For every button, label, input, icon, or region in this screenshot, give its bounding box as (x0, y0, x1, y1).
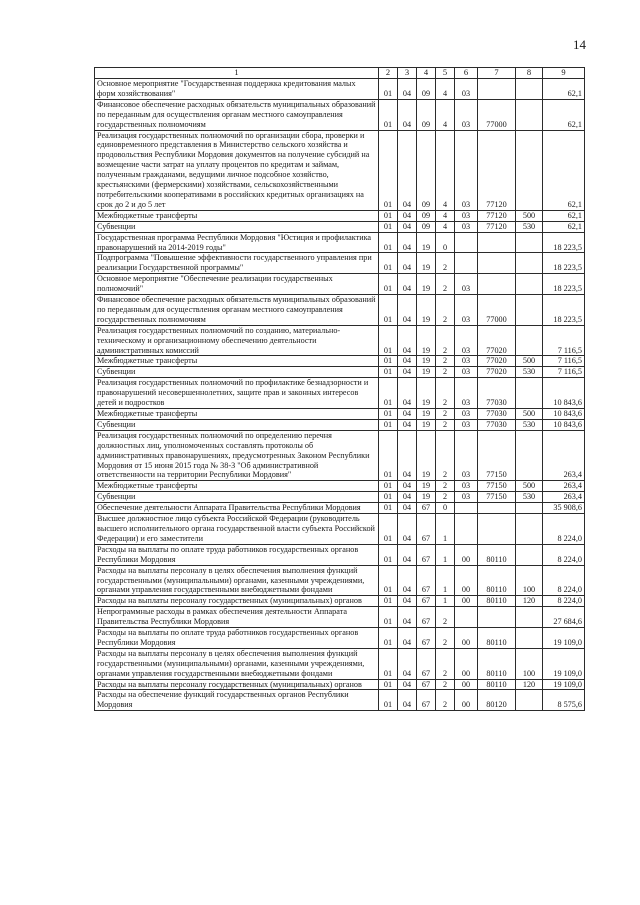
amount-cell: 19 109,0 (543, 679, 585, 690)
program-code-cell: 09 (417, 79, 436, 100)
expense-type-cell (516, 514, 543, 545)
subsection-code-cell: 04 (398, 607, 417, 628)
table-row (95, 295, 585, 326)
subprogram-code-cell: 2 (436, 628, 455, 649)
expense-type-cell (516, 628, 543, 649)
subsection-code-cell: 04 (398, 409, 417, 420)
subprogram-code-cell: 2 (436, 430, 455, 481)
expense-type-cell: 530 (516, 367, 543, 378)
section-code-cell: 01 (379, 79, 398, 100)
section-code-cell: 01 (379, 210, 398, 221)
event-code-cell: 03 (455, 295, 478, 326)
subprogram-code-cell: 2 (436, 419, 455, 430)
subprogram-code-cell: 0 (436, 503, 455, 514)
item-name-cell: Реализация государственных полномочий по организации сбора, проверки и единовременного представления в Министерство сельского хозяйства и продовольствия Республики Мордовия документов на получение субсидий на возмещение части затрат на уплату процентов по кредитам и займам, полученным гражданами, ведущими личное подсобное хозяйство, крестьянскими (фермерскими) хозяйствами, сельскохозяйственными потребительскими кооперативами в российских кредитных организациях на срок до 2 и до 5 лет (95, 130, 379, 210)
direction-code-cell: 80110 (478, 544, 516, 565)
event-code-cell (455, 503, 478, 514)
subsection-code-cell: 04 (398, 378, 417, 409)
subprogram-code-cell: 2 (436, 325, 455, 356)
event-code-cell: 03 (455, 419, 478, 430)
expense-type-cell: 530 (516, 419, 543, 430)
column-header: 9 (543, 68, 585, 79)
amount-cell: 18 223,5 (543, 232, 585, 253)
subsection-code-cell: 04 (398, 544, 417, 565)
amount-cell: 263,4 (543, 481, 585, 492)
program-code-cell: 67 (417, 648, 436, 679)
table-row (95, 628, 585, 649)
item-name-cell: Расходы на выплаты персоналу в целях обеспечения выполнения функций государственными (муниципальными) органами, казенными учреждениями, органами управления государственными внебюджетными фондами (95, 648, 379, 679)
direction-code-cell: 77150 (478, 481, 516, 492)
event-code-cell: 00 (455, 565, 478, 596)
amount-cell: 7 116,5 (543, 325, 585, 356)
table-row (95, 514, 585, 545)
item-name-cell: Основное мероприятие "Обеспечение реализации государственных полномочий" (95, 274, 379, 295)
direction-code-cell: 80110 (478, 596, 516, 607)
subprogram-code-cell: 4 (436, 99, 455, 130)
amount-cell: 8 224,0 (543, 544, 585, 565)
subsection-code-cell: 04 (398, 130, 417, 210)
program-code-cell: 19 (417, 367, 436, 378)
amount-cell: 263,4 (543, 430, 585, 481)
subsection-code-cell: 04 (398, 221, 417, 232)
table-row (95, 409, 585, 420)
section-code-cell: 01 (379, 514, 398, 545)
program-code-cell: 19 (417, 295, 436, 326)
table-row (95, 648, 585, 679)
event-code-cell: 03 (455, 367, 478, 378)
table-row (95, 596, 585, 607)
event-code-cell: 03 (455, 210, 478, 221)
subprogram-code-cell: 2 (436, 492, 455, 503)
section-code-cell: 01 (379, 253, 398, 274)
item-name-cell: Межбюджетные трансферты (95, 409, 379, 420)
item-name-cell: Расходы на выплаты по оплате труда работников государственных органов Республики Мордовия (95, 628, 379, 649)
event-code-cell: 03 (455, 79, 478, 100)
item-name-cell: Межбюджетные трансферты (95, 210, 379, 221)
expense-type-cell: 120 (516, 679, 543, 690)
event-code-cell (455, 607, 478, 628)
direction-code-cell: 80110 (478, 679, 516, 690)
event-code-cell: 00 (455, 628, 478, 649)
amount-cell: 18 223,5 (543, 295, 585, 326)
subsection-code-cell: 04 (398, 481, 417, 492)
column-header: 1 (95, 68, 379, 79)
subprogram-code-cell: 2 (436, 253, 455, 274)
direction-code-cell (478, 607, 516, 628)
table-row (95, 130, 585, 210)
section-code-cell: 01 (379, 274, 398, 295)
section-code-cell: 01 (379, 419, 398, 430)
direction-code-cell: 77120 (478, 210, 516, 221)
program-code-cell: 67 (417, 679, 436, 690)
column-header: 6 (455, 68, 478, 79)
event-code-cell: 03 (455, 221, 478, 232)
subprogram-code-cell: 4 (436, 79, 455, 100)
program-code-cell: 19 (417, 325, 436, 356)
item-name-cell: Основное мероприятие "Государственная поддержка кредитования малых форм хозяйствования" (95, 79, 379, 100)
item-name-cell: Финансовое обеспечение расходных обязательств муниципальных образований по переданным для осуществления органам местного самоуправления государственных полномочиям (95, 99, 379, 130)
subprogram-code-cell: 4 (436, 210, 455, 221)
program-code-cell: 19 (417, 232, 436, 253)
table-row (95, 607, 585, 628)
direction-code-cell: 77020 (478, 367, 516, 378)
subprogram-code-cell: 1 (436, 596, 455, 607)
table-row (95, 221, 585, 232)
subsection-code-cell: 04 (398, 503, 417, 514)
program-code-cell: 19 (417, 430, 436, 481)
amount-cell: 263,4 (543, 492, 585, 503)
item-name-cell: Финансовое обеспечение расходных обязательств муниципальных образований по переданным для осуществления органам местного самоуправления государственных полномочиям (95, 295, 379, 326)
event-code-cell: 03 (455, 274, 478, 295)
program-code-cell: 67 (417, 628, 436, 649)
amount-cell: 8 575,6 (543, 690, 585, 711)
item-name-cell: Расходы на обеспечение функций государственных органов Республики Мордовия (95, 690, 379, 711)
subsection-code-cell: 04 (398, 367, 417, 378)
expense-type-cell: 500 (516, 481, 543, 492)
table-row (95, 79, 585, 100)
table-row (95, 210, 585, 221)
program-code-cell: 19 (417, 378, 436, 409)
program-code-cell: 67 (417, 503, 436, 514)
section-code-cell: 01 (379, 295, 398, 326)
table-header-row (95, 68, 585, 79)
item-name-cell: Субвенции (95, 221, 379, 232)
expense-type-cell (516, 99, 543, 130)
item-name-cell: Расходы на выплаты персоналу в целях обеспечения выполнения функций государственными (муниципальными) органами, казенными учреждениями, органами управления государственными внебюджетными фондами (95, 565, 379, 596)
event-code-cell (455, 232, 478, 253)
amount-cell: 35 908,6 (543, 503, 585, 514)
subprogram-code-cell: 2 (436, 607, 455, 628)
table-row (95, 325, 585, 356)
section-code-cell: 01 (379, 409, 398, 420)
event-code-cell: 03 (455, 481, 478, 492)
expense-type-cell (516, 690, 543, 711)
item-name-cell: Субвенции (95, 419, 379, 430)
amount-cell: 8 224,0 (543, 596, 585, 607)
column-header: 8 (516, 68, 543, 79)
subsection-code-cell: 04 (398, 492, 417, 503)
budget-table (94, 67, 585, 711)
page-number: 14 (573, 37, 586, 52)
subsection-code-cell: 04 (398, 628, 417, 649)
event-code-cell: 00 (455, 679, 478, 690)
program-code-cell: 19 (417, 481, 436, 492)
direction-code-cell: 77000 (478, 295, 516, 326)
subsection-code-cell: 04 (398, 210, 417, 221)
amount-cell: 27 684,6 (543, 607, 585, 628)
section-code-cell: 01 (379, 430, 398, 481)
direction-code-cell: 77150 (478, 492, 516, 503)
table-row (95, 481, 585, 492)
event-code-cell: 00 (455, 596, 478, 607)
table-row (95, 430, 585, 481)
subsection-code-cell: 04 (398, 295, 417, 326)
subsection-code-cell: 04 (398, 679, 417, 690)
program-code-cell: 67 (417, 690, 436, 711)
program-code-cell: 09 (417, 210, 436, 221)
event-code-cell: 03 (455, 430, 478, 481)
amount-cell: 7 116,5 (543, 367, 585, 378)
direction-code-cell: 77020 (478, 356, 516, 367)
direction-code-cell: 77020 (478, 325, 516, 356)
subprogram-code-cell: 2 (436, 274, 455, 295)
column-header: 5 (436, 68, 455, 79)
expense-type-cell: 500 (516, 409, 543, 420)
section-code-cell: 01 (379, 492, 398, 503)
subsection-code-cell: 04 (398, 419, 417, 430)
section-code-cell: 01 (379, 325, 398, 356)
table-row (95, 544, 585, 565)
event-code-cell: 00 (455, 544, 478, 565)
column-header: 3 (398, 68, 417, 79)
table-row (95, 232, 585, 253)
expense-type-cell (516, 544, 543, 565)
event-code-cell: 03 (455, 99, 478, 130)
section-code-cell: 01 (379, 378, 398, 409)
subsection-code-cell: 04 (398, 253, 417, 274)
subsection-code-cell: 04 (398, 596, 417, 607)
subsection-code-cell: 04 (398, 274, 417, 295)
item-name-cell: Реализация государственных полномочий по определению перечня должностных лиц, уполномоченных составлять протоколы об административных правонарушениях, предусмотренных Законом Республики Мордовия от 15 июня 2015 года № 38-З "Об административной ответственности на территории Республики Мордовия" (95, 430, 379, 481)
expense-type-cell (516, 325, 543, 356)
subsection-code-cell: 04 (398, 325, 417, 356)
section-code-cell: 01 (379, 99, 398, 130)
expense-type-cell (516, 253, 543, 274)
subsection-code-cell: 04 (398, 232, 417, 253)
expense-type-cell: 100 (516, 648, 543, 679)
item-name-cell: Расходы на выплаты персоналу государственных (муниципальных) органов (95, 596, 379, 607)
direction-code-cell: 77120 (478, 221, 516, 232)
event-code-cell: 03 (455, 356, 478, 367)
amount-cell: 62,1 (543, 221, 585, 232)
section-code-cell: 01 (379, 232, 398, 253)
subprogram-code-cell: 2 (436, 356, 455, 367)
subsection-code-cell: 04 (398, 514, 417, 545)
table-row (95, 679, 585, 690)
amount-cell: 19 109,0 (543, 648, 585, 679)
table-row (95, 356, 585, 367)
subsection-code-cell: 04 (398, 356, 417, 367)
subsection-code-cell: 04 (398, 690, 417, 711)
direction-code-cell: 77030 (478, 409, 516, 420)
section-code-cell: 01 (379, 367, 398, 378)
section-code-cell: 01 (379, 356, 398, 367)
table-row (95, 503, 585, 514)
amount-cell: 62,1 (543, 99, 585, 130)
program-code-cell: 67 (417, 565, 436, 596)
subprogram-code-cell: 2 (436, 648, 455, 679)
amount-cell: 62,1 (543, 130, 585, 210)
event-code-cell: 03 (455, 130, 478, 210)
subprogram-code-cell: 2 (436, 367, 455, 378)
amount-cell: 19 109,0 (543, 628, 585, 649)
item-name-cell: Подпрограмма "Повышение эффективности государственного управления при реализации Государственной программы" (95, 253, 379, 274)
program-code-cell: 19 (417, 356, 436, 367)
section-code-cell: 01 (379, 221, 398, 232)
event-code-cell: 03 (455, 325, 478, 356)
direction-code-cell: 80120 (478, 690, 516, 711)
section-code-cell: 01 (379, 565, 398, 596)
amount-cell: 18 223,5 (543, 253, 585, 274)
amount-cell: 10 843,6 (543, 409, 585, 420)
item-name-cell: Государственная программа Республики Мордовия "Юстиция и профилактика правонарушений на 2014-2019 годы" (95, 232, 379, 253)
subsection-code-cell: 04 (398, 99, 417, 130)
expense-type-cell (516, 295, 543, 326)
section-code-cell: 01 (379, 481, 398, 492)
item-name-cell: Субвенции (95, 492, 379, 503)
subprogram-code-cell: 0 (436, 232, 455, 253)
table-row (95, 378, 585, 409)
direction-code-cell: 77000 (478, 99, 516, 130)
item-name-cell: Субвенции (95, 367, 379, 378)
table-row (95, 419, 585, 430)
item-name-cell: Обеспечение деятельности Аппарата Правительства Республики Мордовия (95, 503, 379, 514)
expense-type-cell (516, 607, 543, 628)
table-row (95, 492, 585, 503)
amount-cell: 62,1 (543, 210, 585, 221)
subprogram-code-cell: 2 (436, 295, 455, 326)
direction-code-cell (478, 274, 516, 295)
amount-cell: 7 116,5 (543, 356, 585, 367)
direction-code-cell (478, 503, 516, 514)
program-code-cell: 19 (417, 419, 436, 430)
expense-type-cell: 120 (516, 596, 543, 607)
event-code-cell (455, 514, 478, 545)
section-code-cell: 01 (379, 679, 398, 690)
expense-type-cell (516, 79, 543, 100)
direction-code-cell (478, 79, 516, 100)
section-code-cell: 01 (379, 130, 398, 210)
item-name-cell: Непрограммные расходы в рамках обеспечения деятельности Аппарата Правительства Республики Мордовия (95, 607, 379, 628)
event-code-cell: 00 (455, 648, 478, 679)
subprogram-code-cell: 2 (436, 378, 455, 409)
table-row (95, 99, 585, 130)
expense-type-cell: 500 (516, 356, 543, 367)
item-name-cell: Межбюджетные трансферты (95, 481, 379, 492)
expense-type-cell (516, 378, 543, 409)
program-code-cell: 19 (417, 492, 436, 503)
program-code-cell: 67 (417, 544, 436, 565)
program-code-cell: 09 (417, 130, 436, 210)
program-code-cell: 19 (417, 274, 436, 295)
subprogram-code-cell: 2 (436, 409, 455, 420)
subsection-code-cell: 04 (398, 79, 417, 100)
direction-code-cell: 77030 (478, 419, 516, 430)
direction-code-cell (478, 514, 516, 545)
amount-cell: 10 843,6 (543, 378, 585, 409)
expense-type-cell (516, 232, 543, 253)
expense-type-cell (516, 503, 543, 514)
subsection-code-cell: 04 (398, 430, 417, 481)
event-code-cell: 03 (455, 409, 478, 420)
table-row (95, 367, 585, 378)
program-code-cell: 67 (417, 596, 436, 607)
program-code-cell: 67 (417, 514, 436, 545)
table-body (95, 68, 585, 711)
expense-type-cell (516, 130, 543, 210)
table-row (95, 565, 585, 596)
direction-code-cell: 77120 (478, 130, 516, 210)
table-row (95, 253, 585, 274)
expense-type-cell: 100 (516, 565, 543, 596)
direction-code-cell: 77030 (478, 378, 516, 409)
section-code-cell: 01 (379, 648, 398, 679)
amount-cell: 18 223,5 (543, 274, 585, 295)
subprogram-code-cell: 2 (436, 481, 455, 492)
subprogram-code-cell: 4 (436, 221, 455, 232)
subprogram-code-cell: 4 (436, 130, 455, 210)
event-code-cell (455, 253, 478, 274)
program-code-cell: 09 (417, 99, 436, 130)
amount-cell: 8 224,0 (543, 514, 585, 545)
direction-code-cell: 80110 (478, 648, 516, 679)
event-code-cell: 03 (455, 378, 478, 409)
program-code-cell: 19 (417, 253, 436, 274)
section-code-cell: 01 (379, 690, 398, 711)
subsection-code-cell: 04 (398, 648, 417, 679)
item-name-cell: Межбюджетные трансферты (95, 356, 379, 367)
section-code-cell: 01 (379, 607, 398, 628)
amount-cell: 10 843,6 (543, 419, 585, 430)
expense-type-cell: 500 (516, 210, 543, 221)
section-code-cell: 01 (379, 628, 398, 649)
subprogram-code-cell: 1 (436, 514, 455, 545)
expense-type-cell (516, 274, 543, 295)
table-row (95, 690, 585, 711)
direction-code-cell: 77150 (478, 430, 516, 481)
subsection-code-cell: 04 (398, 565, 417, 596)
item-name-cell: Расходы на выплаты персоналу государственных (муниципальных) органов (95, 679, 379, 690)
direction-code-cell: 80110 (478, 628, 516, 649)
column-header: 4 (417, 68, 436, 79)
amount-cell: 8 224,0 (543, 565, 585, 596)
column-header: 2 (379, 68, 398, 79)
expense-type-cell: 530 (516, 221, 543, 232)
expense-type-cell: 530 (516, 492, 543, 503)
event-code-cell: 03 (455, 492, 478, 503)
section-code-cell: 01 (379, 596, 398, 607)
direction-code-cell (478, 232, 516, 253)
event-code-cell: 00 (455, 690, 478, 711)
program-code-cell: 09 (417, 221, 436, 232)
expense-type-cell (516, 430, 543, 481)
item-name-cell: Расходы на выплаты по оплате труда работников государственных органов Республики Мордовия (95, 544, 379, 565)
subprogram-code-cell: 1 (436, 565, 455, 596)
direction-code-cell: 80110 (478, 565, 516, 596)
table-row (95, 274, 585, 295)
section-code-cell: 01 (379, 503, 398, 514)
column-header: 7 (478, 68, 516, 79)
item-name-cell: Реализация государственных полномочий по профилактике безнадзорности и правонарушений несовершеннолетних, защите прав и законных интересов детей и подростков (95, 378, 379, 409)
subprogram-code-cell: 1 (436, 544, 455, 565)
amount-cell: 62,1 (543, 79, 585, 100)
item-name-cell: Реализация государственных полномочий по созданию, материально-техническому и организационному обеспечению деятельности административных комиссий (95, 325, 379, 356)
section-code-cell: 01 (379, 544, 398, 565)
subprogram-code-cell: 2 (436, 690, 455, 711)
program-code-cell: 19 (417, 409, 436, 420)
item-name-cell: Высшее должностное лицо субъекта Российской Федерации (руководитель высшего исполнительного органа государственной власти субъекта Российской Федерации) и его заместители (95, 514, 379, 545)
subprogram-code-cell: 2 (436, 679, 455, 690)
direction-code-cell (478, 253, 516, 274)
program-code-cell: 67 (417, 607, 436, 628)
